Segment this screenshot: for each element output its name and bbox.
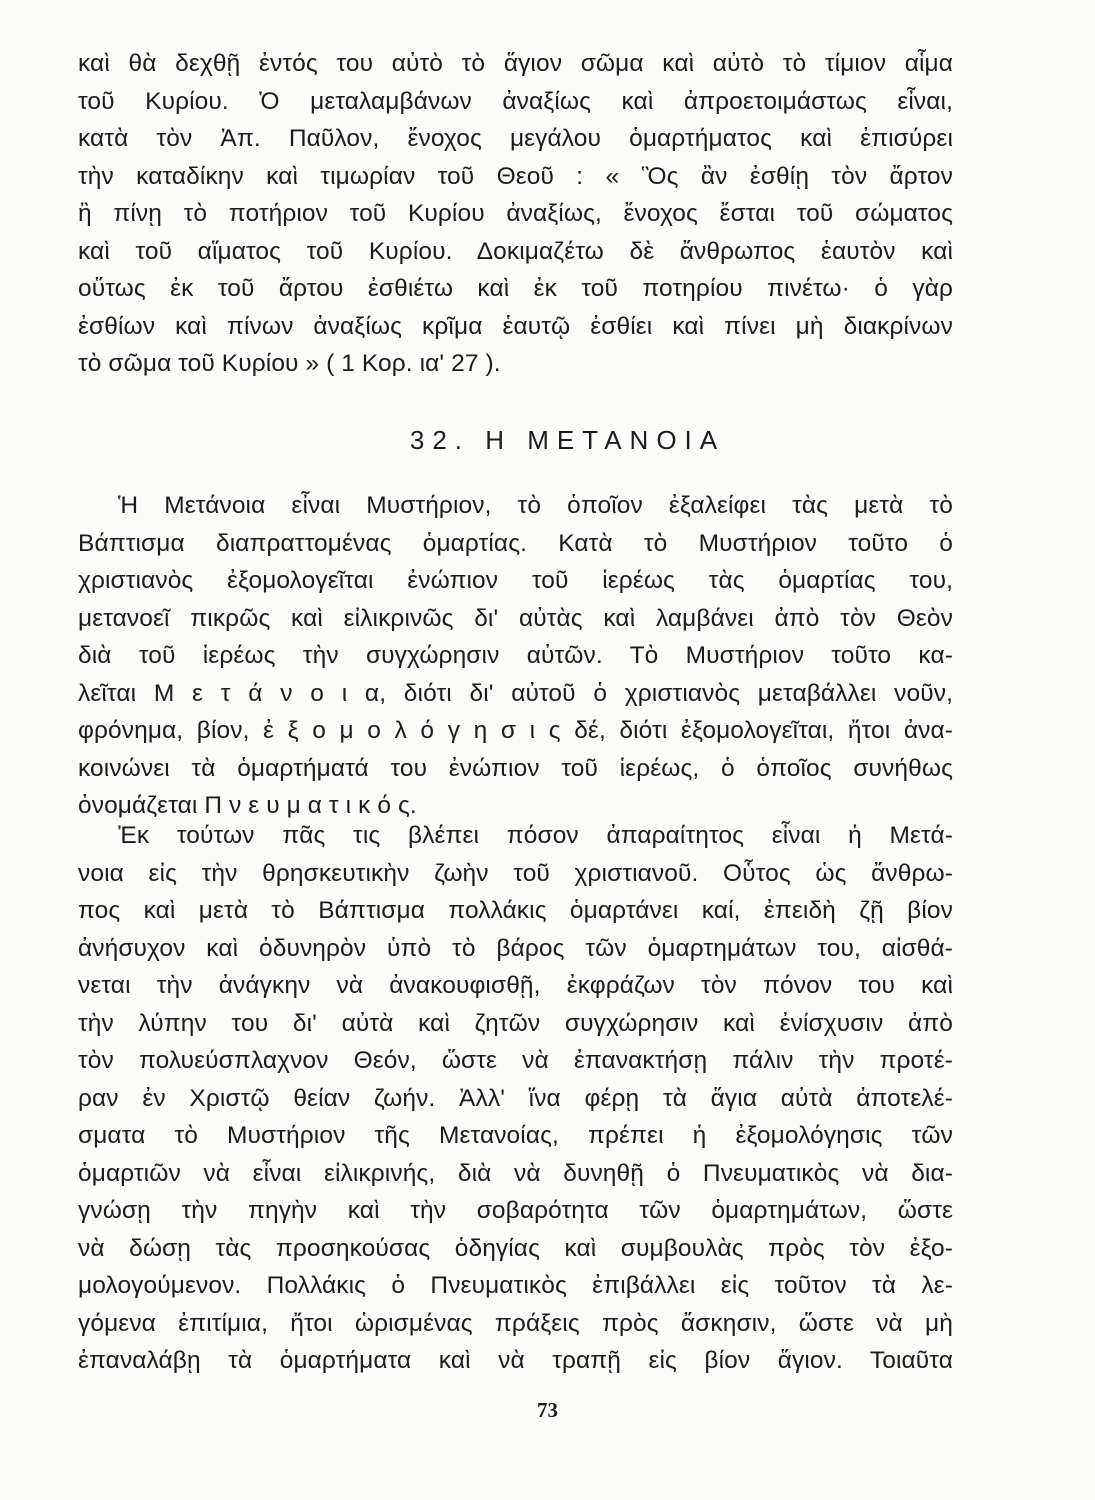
text-line: Ἡ Μετάνοια εἶναι Μυστήριον, τὸ ὁποῖον ἐξαλείφει τὰς μετὰ τὸ [118,492,953,519]
text-line: γνώσῃ τὴν πηγὴν καὶ τὴν σοβαρότητα τῶν ὁμαρτημάτων, ὥστε [78,1197,953,1224]
paragraph-3 [78,817,953,1380]
text-line: ὀνομάζεται Π ν ε υ μ α τ ι κ ό ς. [78,792,417,819]
text-line: μολογούμενον. Πολλάκις ὁ Πνευματικὸς ἐπιβάλλει εἰς τοῦτον τὰ λε- [78,1272,953,1299]
text-line: Ἐκ τούτων πᾶς τις βλέπει πόσον ἀπαραίτητος εἶναι ἡ Μετά- [118,822,953,849]
text-line: τοῦ Κυρίου. Ὁ μεταλαμβάνων ἀναξίως καὶ ἀπροετοιμάστως εἶναι, [78,87,953,115]
text-line: σματα τὸ Μυστήριον τῆς Μετανοίας, πρέπει ἡ ἐξομολόγησις τῶν [78,1122,953,1149]
text-line: τὸν πολυεύσπλαχνον Θεόν, ὥστε νὰ ἐπανακτήσῃ πάλιν τὴν προτέ- [78,1047,953,1074]
text-line: διὰ τοῦ ἱερέως τὴν συγχώρησιν αὐτῶν. Τὸ Μυστήριον τοῦτο κα- [78,642,953,669]
text-line: ἀνήσυχον καὶ ὀδυνηρὸν ὑπὸ τὸ βάρος τῶν ὁμαρτημάτων του, αἰσθά- [78,934,953,962]
text-line: φρόνημα, βίον, ἐ ξ ο μ ο λ ό γ η σ ι ς δέ, διότι ἐξομολογεῖται, ἤτοι ἀνα- [78,717,953,744]
text-line: νεται τὴν ἀνάγκην νὰ ἀνακουφισθῇ, ἐκφράζων τὸν πόνον του καὶ [78,972,953,999]
text-line: γόμενα ἐπιτίμια, ἤτοι ὡρισμένας πράξεις πρὸς ἄσκησιν, ὥστε νὰ μὴ [78,1309,953,1337]
text-line: Βάπτισμα διαπραττομένας ὁμαρτίας. Κατὰ τὸ Μυστήριον τοῦτο ὁ [78,529,953,557]
text-line: τὴν λύπην του δι' αὐτὰ καὶ ζητῶν συγχώρησιν καὶ ἐνίσχυσιν ἀπὸ [78,1009,953,1037]
text-line: λεῖται Μ ε τ ά ν ο ι α, διότι δι' αὐτοῦ ὁ χριστιανὸς μεταβάλλει νοῦν, [78,679,953,707]
text-line: τὴν καταδίκην καὶ τιμωρίαν τοῦ Θεοῦ : « Ὃς ἂν ἐσθίῃ τὸν ἄρτον [78,162,953,190]
text-line: νὰ δώσῃ τὰς προσηκούσας ὁδηγίας καὶ συμβουλὰς πρὸς τὸν ἐξο- [78,1234,953,1262]
text-line: κοινώνει τὰ ὁμαρτήματά του ἐνώπιον τοῦ ἱερέως, ὁ ὁποῖος συνήθως [78,754,953,782]
text-line: ἢ πίνῃ τὸ ποτήριον τοῦ Κυρίου ἀναξίως, ἔνοχος ἔσται τοῦ σώματος [78,200,953,227]
text-line: μετανοεῖ πικρῶς καὶ εἰλικρινῶς δι' αὐτὰς καὶ λαμβάνει ἀπὸ τὸν Θεὸν [78,604,953,632]
text-line: οὕτως ἐκ τοῦ ἄρτου ἐσθιέτω καὶ ἐκ τοῦ ποτηρίου πινέτω· ὁ γὰρ [78,275,953,302]
text-line: ἐπαναλάβῃ τὰ ὁμαρτήματα καὶ νὰ τραπῇ εἰς βίον ἅγιον. Τοιαῦτα [78,1347,953,1374]
text-line: ἐσθίων καὶ πίνων ἀναξίως κρῖμα ἑαυτῷ ἐσθίει καὶ πίνει μὴ διακρίνων [78,312,953,340]
text-line: νοια εἰς τὴν θρησκευτικὴν ζωὴν τοῦ χριστιανοῦ. Οὗτος ὡς ἄνθρω- [78,859,953,887]
page-number: 73 [537,1398,558,1422]
text-line: χριστιανὸς ἐξομολογεῖται ἐνώπιον τοῦ ἱερέως τὰς ὁμαρτίας του, [78,567,953,594]
text-line: κατὰ τὸν Ἀπ. Παῦλον, ἔνοχος μεγάλου ὁμαρτήματος καὶ ἐπισύρει [78,125,953,152]
text-line: ὁμαρτιῶν νὰ εἶναι εἰλικρινής, διὰ νὰ δυνηθῇ ὁ Πνευματικὸς νὰ δια- [78,1159,953,1187]
paragraph-1 [78,45,953,383]
text-line: καὶ θὰ δεχθῇ ἐντός του αὐτὸ τὸ ἅγιον σῶμα καὶ αὐτὸ τὸ τίμιον αἷμα [78,50,953,77]
text-line: καὶ τοῦ αἵματος τοῦ Κυρίου. Δοκιμαζέτω δὲ ἄνθρωπος ἑαυτὸν καὶ [78,237,953,265]
text-line: ραν ἐν Χριστῷ θείαν ζωήν. Ἀλλ' ἵνα φέρῃ τὰ ἅγια αὐτὰ ἀποτελέ- [78,1084,953,1112]
section-heading: 32. Η ΜΕΤΑΝΟΙΑ [409,425,726,455]
text-line: πος καὶ μετὰ τὸ Βάπτισμα πολλάκις ὁμαρτάνει καί, ἐπειδὴ ζῇ βίον [78,897,953,924]
text-line: τὸ σῶμα τοῦ Κυρίου » ( 1 Κορ. ια' 27 ). [78,350,501,377]
paragraph-2 [78,487,953,825]
